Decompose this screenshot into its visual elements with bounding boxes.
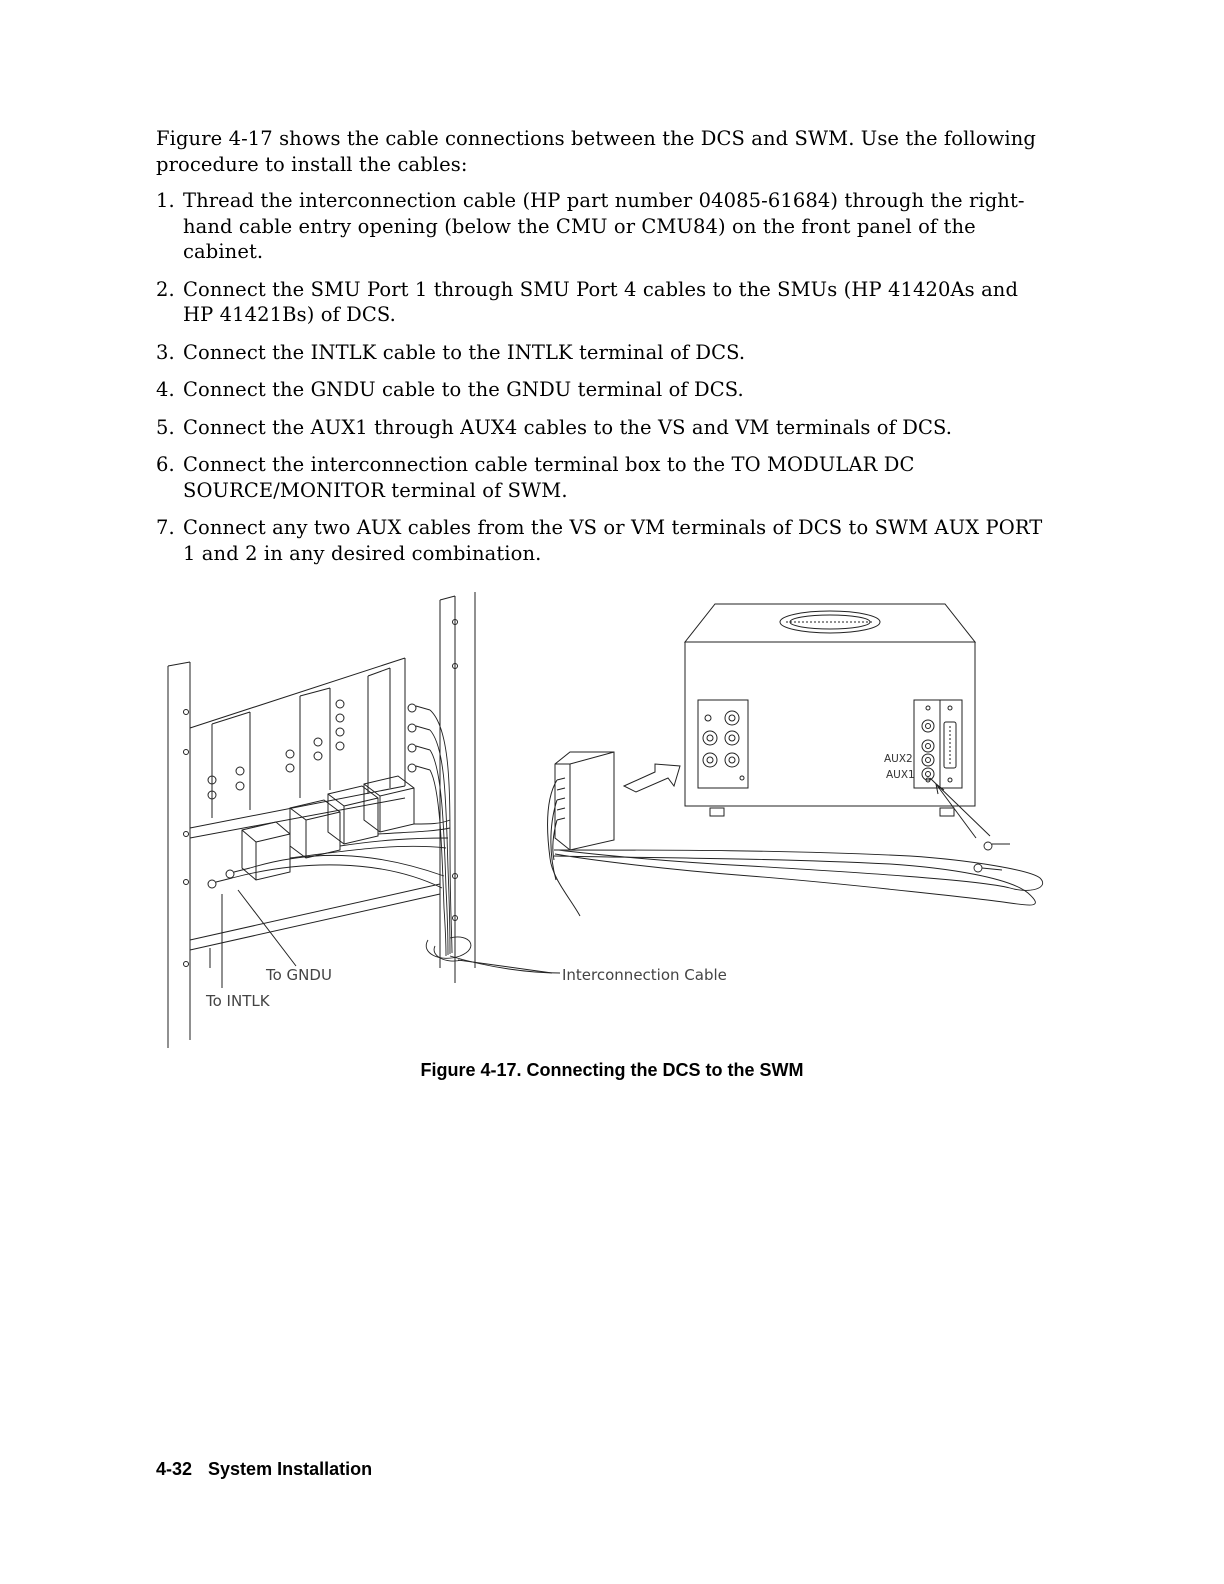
step-text: Connect the interconnection cable terminal box to the TO MODULAR DC SOURCE/MONITOR terminal of SWM.	[183, 453, 915, 502]
swm-unit	[685, 604, 990, 838]
step-text: Connect the GNDU cable to the GNDU terminal of DCS.	[183, 378, 744, 401]
intro-paragraph: Figure 4-17 shows the cable connections between the DCS and SWM. Use the following procedure to install the cables:	[156, 127, 1036, 176]
section-title: System Installation	[208, 1459, 373, 1479]
step-text: Connect the SMU Port 1 through SMU Port 4 cables to the SMUs (HP 41420As and HP 41421Bs) of DCS.	[183, 277, 1019, 326]
figure-caption: Figure 4-17. Connecting the DCS to the SWM	[420, 1060, 804, 1080]
step-text: Connect any two AUX cables from the VS or VM terminals of DCS to SWM AUX PORT 1 and 2 in any desired combination.	[183, 516, 1043, 565]
direction-arrow	[624, 764, 680, 792]
label-aux1: AUX1	[886, 769, 915, 781]
interconnection-cable-loop	[554, 842, 1043, 905]
cable-diagram	[150, 588, 1060, 1058]
step-number: 5.	[156, 415, 175, 439]
interconnection-leader-line	[458, 960, 552, 973]
label-to-intlk: To INTLK	[206, 992, 270, 1010]
label-interconnection-cable: Interconnection Cable	[562, 966, 727, 984]
module-boxes	[242, 776, 414, 880]
figure-4-17	[150, 588, 1060, 1058]
procedure-text	[156, 126, 1046, 578]
step-number: 2.	[156, 277, 175, 301]
step-2	[156, 277, 1046, 328]
step-text: Connect the AUX1 through AUX4 cables to the VS and VM terminals of DCS.	[183, 415, 953, 439]
step-text: Connect the INTLK cable to the INTLK terminal of DCS.	[183, 340, 746, 364]
procedure-steps	[156, 188, 1046, 566]
page-number: 4-32	[156, 1459, 193, 1479]
step-number: 6.	[156, 453, 175, 476]
step-number: 3.	[156, 340, 175, 364]
step-number: 7.	[156, 516, 175, 539]
label-aux2: AUX2	[884, 753, 913, 765]
label-to-gndu: To GNDU	[266, 966, 332, 984]
step-1	[156, 188, 1046, 265]
step-text: Thread the interconnection cable (HP part number 04085-61684) through the right-hand cable entry opening (below the CMU or CMU84) on the front panel of the cabinet.	[183, 189, 1025, 263]
smu-port-connectors	[208, 704, 430, 888]
step-4	[156, 377, 1046, 403]
step-number: 4.	[156, 378, 175, 401]
step-6	[156, 452, 1046, 503]
step-7	[156, 515, 1046, 566]
step-3	[156, 340, 1046, 366]
page-footer	[156, 1459, 372, 1480]
step-5	[156, 415, 1046, 441]
step-number: 1.	[156, 189, 175, 212]
cable-bundle	[232, 710, 560, 973]
interconnection-terminal-box	[548, 752, 614, 916]
